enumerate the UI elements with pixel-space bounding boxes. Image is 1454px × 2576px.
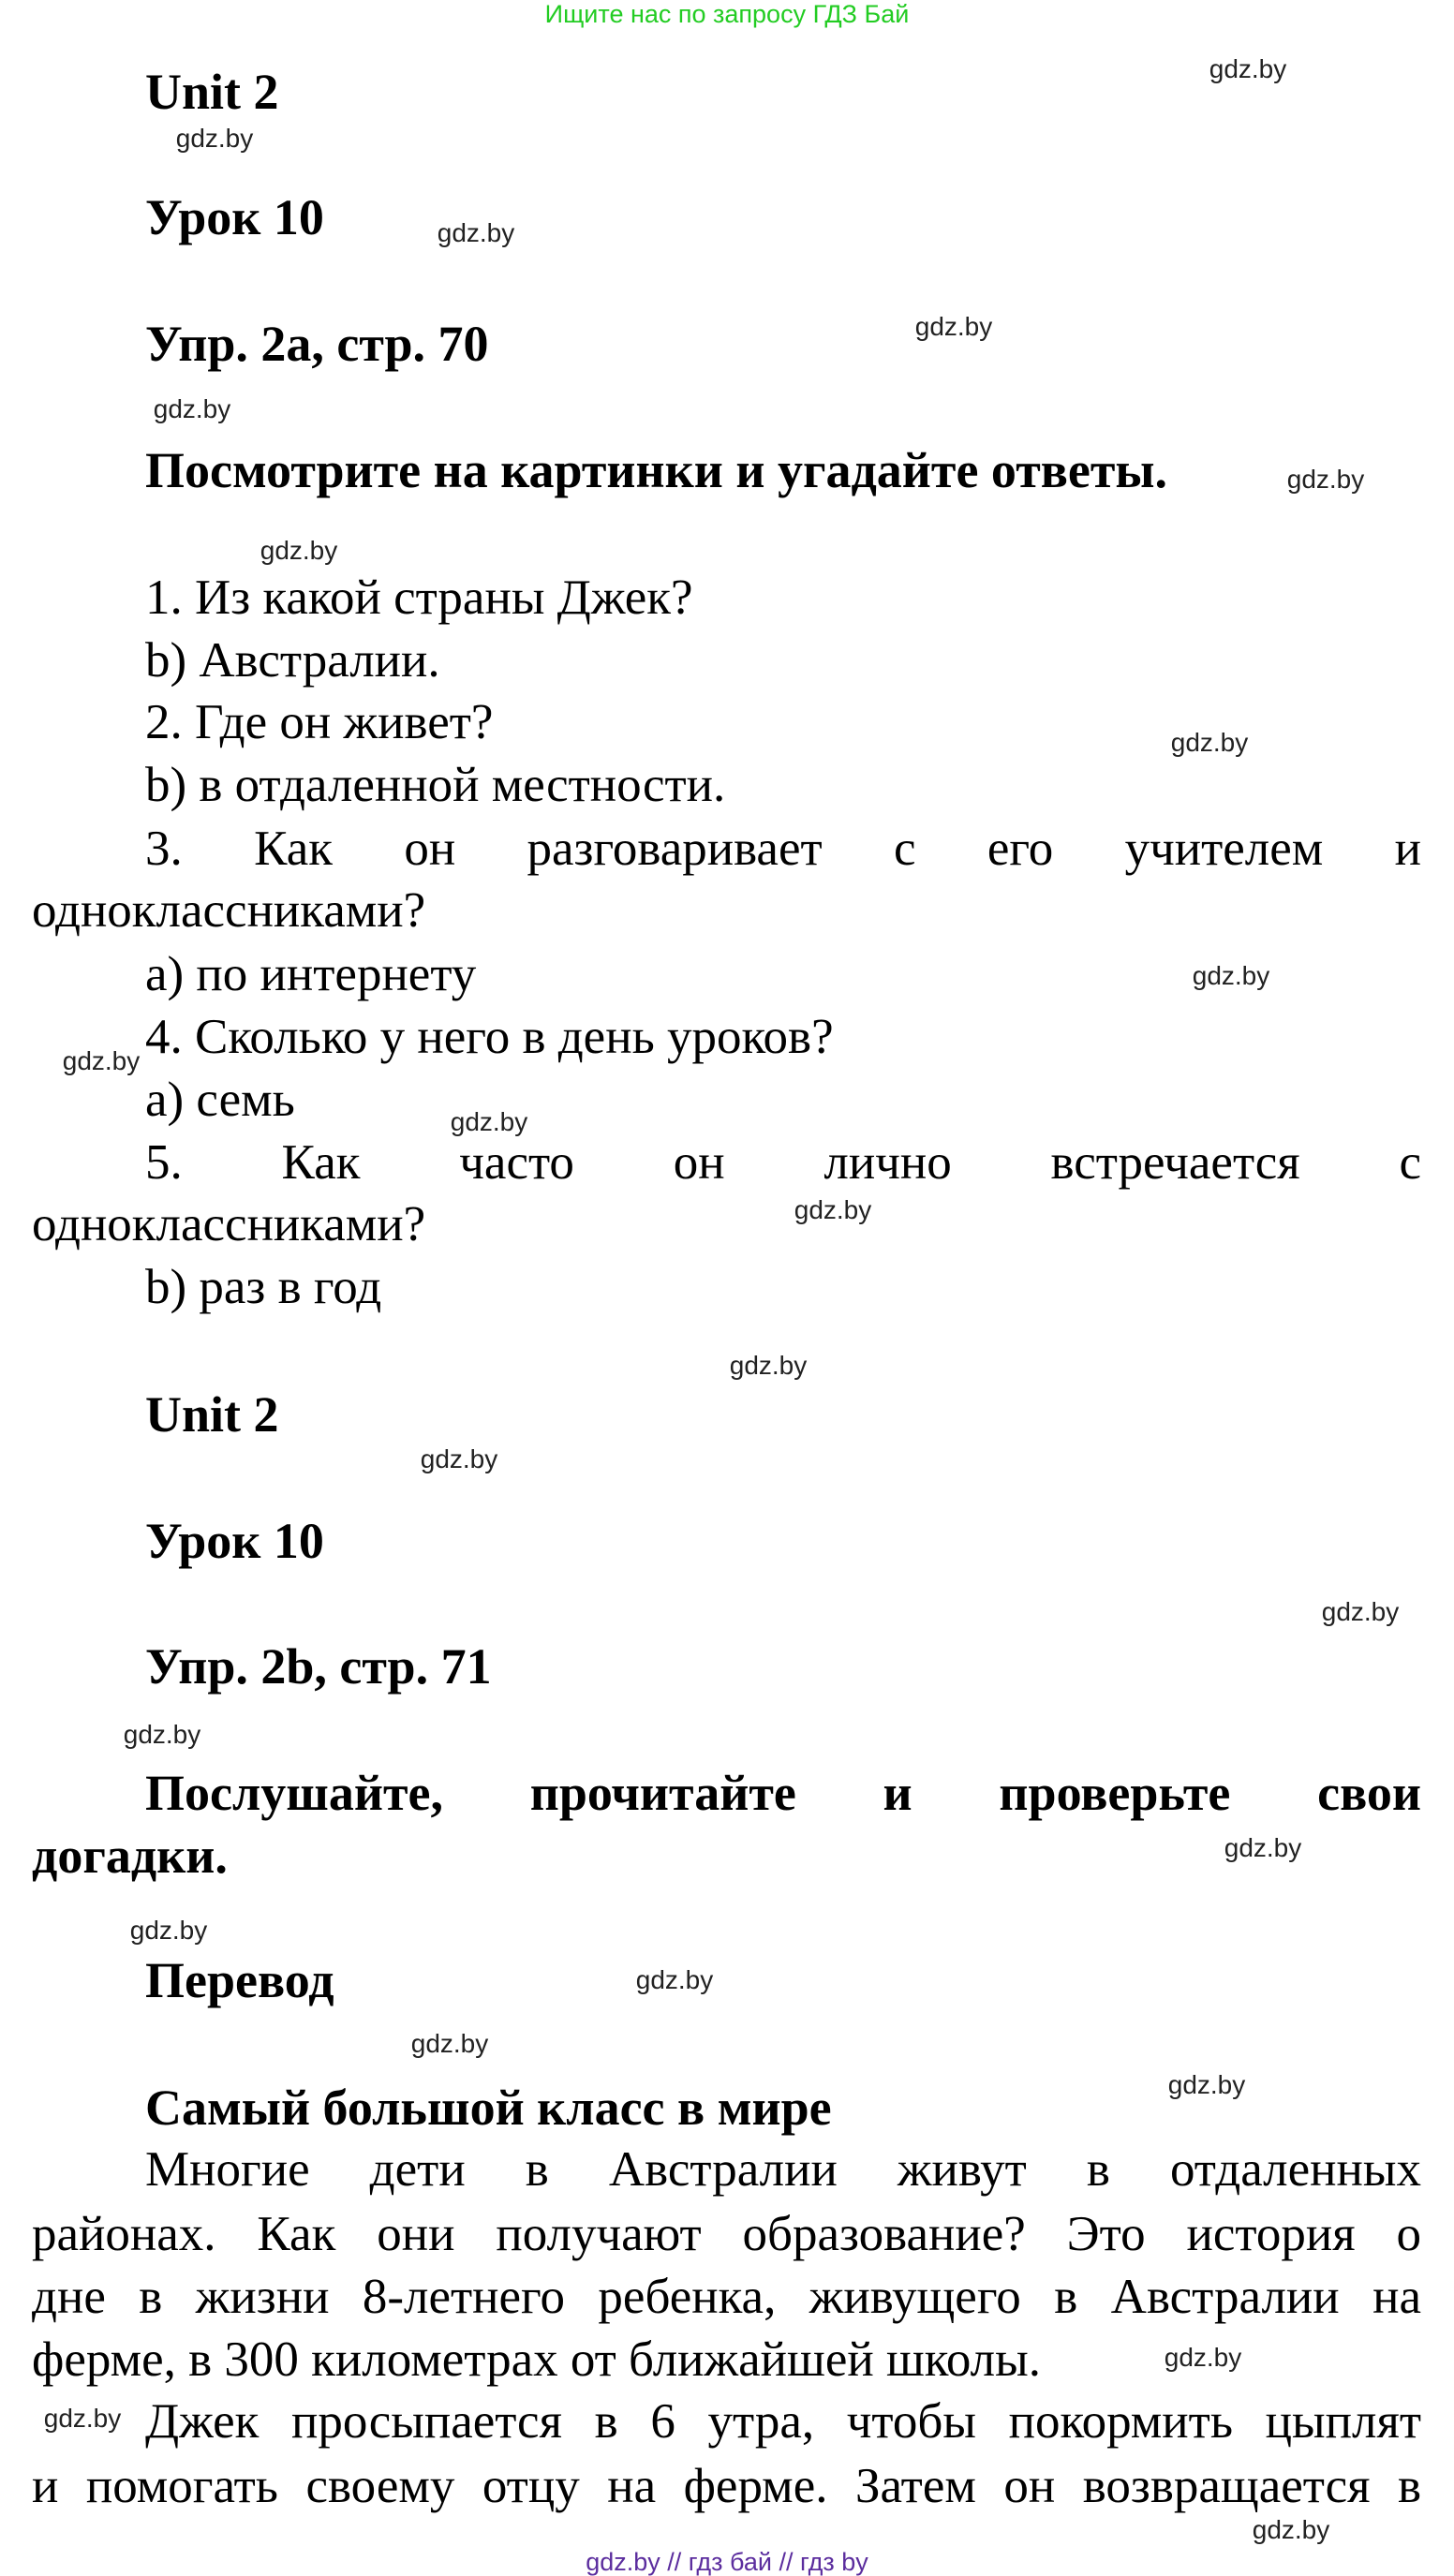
instruction: Посмотрите на картинки и угадайте ответы. [145,442,1168,498]
lesson-heading: Урок 10 [145,1513,324,1569]
watermark: gdz.by [794,1195,872,1224]
watermark: gdz.by [450,1107,528,1136]
question-line: 3. Как он разговаривает с его учителем и [145,822,1421,876]
instruction-continued: догадки. [32,1828,228,1884]
watermark: gdz.by [729,1351,808,1380]
answer-line: b) раз в год [145,1260,382,1314]
watermark: gdz.by [410,2029,489,2058]
watermark: gdz.by [1286,465,1365,494]
story-line: Многие дети в Австралии живут в отдаленных [145,2142,1421,2197]
watermark: gdz.by [635,1965,714,1994]
answer-line: a) по интернету [145,947,477,1001]
watermark: gdz.by [62,1046,141,1075]
question-line-continued: одноклассниками? [32,1197,426,1251]
watermark: gdz.by [123,1720,201,1749]
unit-heading: Unit 2 [145,64,279,120]
watermark: gdz.by [914,312,993,341]
top-banner[interactable]: Ищите нас по запросу ГДЗ Бай [544,0,910,28]
instruction: Послушайте, прочитайте и проверьте свои [145,1765,1421,1821]
watermark: gdz.by [1321,1597,1400,1626]
answer-line: a) семь [145,1073,295,1127]
watermark: gdz.by [420,1444,498,1473]
question-line: 1. Из какой страны Джек? [145,570,693,625]
question-line: 4. Сколько у него в день уроков? [145,1010,834,1064]
exercise-heading: Упр. 2b, стр. 71 [145,1638,492,1695]
watermark: gdz.by [1209,54,1287,83]
watermark: gdz.by [153,394,231,423]
watermark: gdz.by [1167,2070,1246,2099]
watermark: gdz.by [1170,728,1249,757]
watermark: gdz.by [260,536,338,565]
story-line: Джек просыпается в 6 утра, чтобы покормить цыплят [145,2394,1421,2449]
translation-label: Перевод [145,1952,334,2008]
footer-links[interactable]: gdz.by // гдз бай // гдз by [586,2548,868,2576]
watermark: gdz.by [1224,1833,1302,1862]
story-line: районах. Как они получают образование? Это история о [32,2207,1421,2261]
watermark: gdz.by [437,218,515,247]
exercise-heading: Упр. 2a, стр. 70 [145,316,489,372]
watermark: gdz.by [1164,2343,1242,2372]
question-line: 2. Где он живет? [145,695,494,749]
watermark: gdz.by [1252,2515,1330,2544]
lesson-heading: Урок 10 [145,189,324,245]
unit-heading: Unit 2 [145,1386,279,1443]
question-line: 5. Как часто он лично встречается с [145,1135,1421,1190]
watermark: gdz.by [43,2404,122,2433]
story-line: дне в жизни 8-летнего ребенка, живущего в Австралии на [32,2270,1421,2324]
question-line-continued: одноклассниками? [32,883,426,938]
watermark: gdz.by [175,124,254,153]
story-line: и помогать своему отцу на ферме. Затем он возвращается в [32,2459,1421,2513]
story-title: Самый большой класс в мире [145,2080,832,2136]
watermark: gdz.by [1192,961,1270,990]
answer-line: b) Австралии. [145,633,440,688]
answer-line: b) в отдаленной местности. [145,758,726,812]
story-line: ферме, в 300 километрах от ближайшей школы. [32,2332,1041,2387]
watermark: gdz.by [129,1916,208,1945]
